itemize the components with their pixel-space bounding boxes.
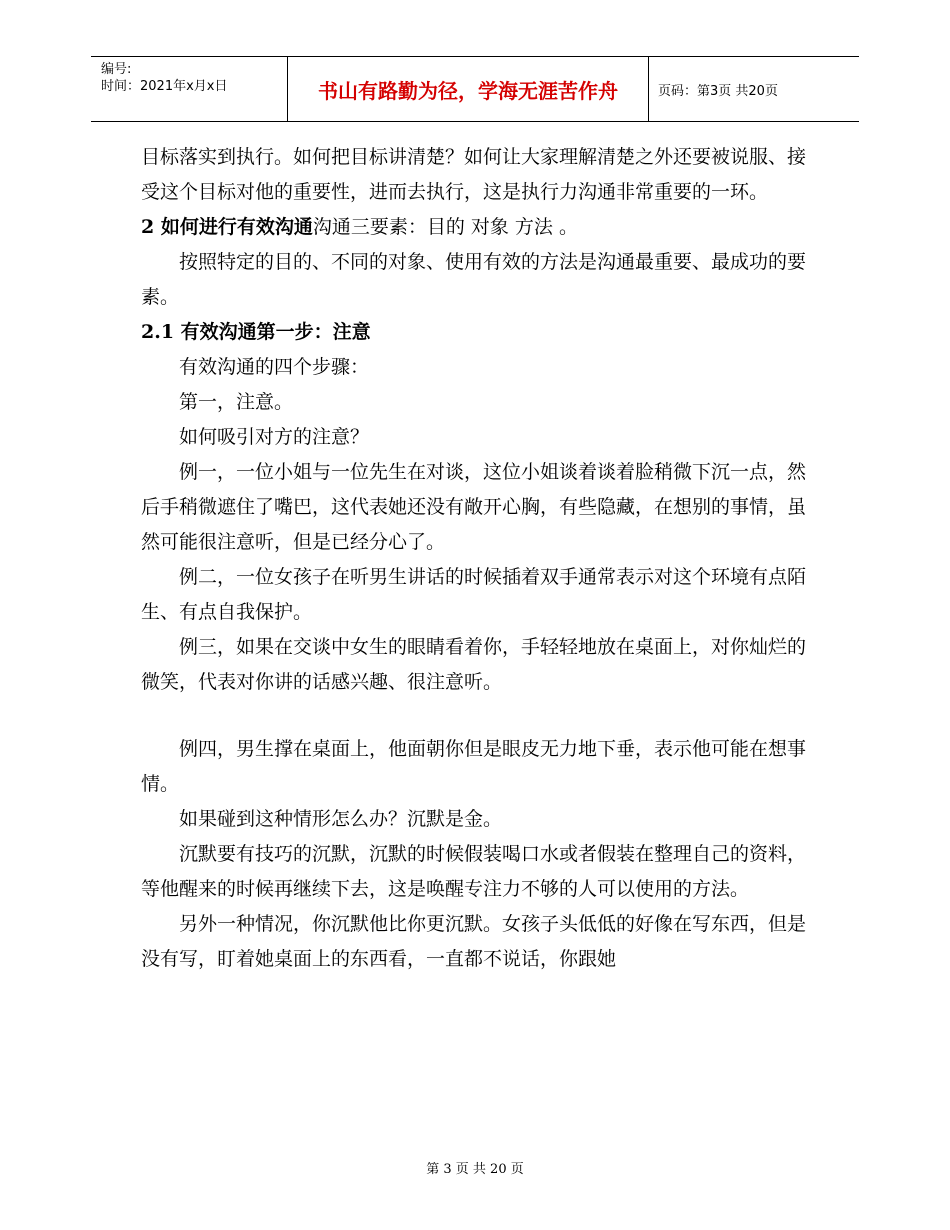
section-line	[141, 210, 806, 245]
paragraph: 例三，如果在交谈中女生的眼睛看着你，手轻轻地放在桌面上，对你灿烂的微笑，代表对你讲的话感兴趣、很注意听。	[141, 636, 807, 693]
section-heading: 2 如何进行有效沟通	[141, 216, 313, 238]
paragraph: 例二，一位女孩子在听男生讲话的时候插着双手通常表示对这个环境有点陌生、有点自我保护。	[141, 566, 807, 623]
paragraph: 另外一种情况，你沉默他比你更沉默。女孩子头低低的好像在写东西，但是没有写，盯着她桌面上的东西看，一直都不说话，你跟她	[141, 913, 807, 970]
paragraph: 有效沟通的四个步骤：	[179, 356, 370, 378]
header-page-cell	[649, 57, 859, 121]
paragraph: 如果碰到这种情形怎么办？沉默是金。	[179, 808, 503, 830]
paragraph: 如何吸引对方的注意？	[179, 426, 370, 448]
section-heading: 2.1 有效沟通第一步：注意	[141, 321, 371, 343]
page-footer	[0, 1158, 950, 1177]
section-inline-text: 沟通三要素：目的 对象 方法 。	[312, 216, 578, 238]
header-motto: 书山有路勤为径，学海无涯苦作舟	[318, 78, 618, 103]
document-number-label: 编号:	[101, 62, 132, 77]
paragraph: 例一，一位小姐与一位先生在对谈，这位小姐谈着谈着脸稍微下沉一点，然后手稍微遮住了嘴巴，这代表她还没有敞开心胸，有些隐藏，在想别的事情，虽然可能很注意听，但是已经分心了。	[141, 461, 807, 553]
header-meta-cell	[91, 57, 287, 121]
blank-line	[141, 700, 806, 732]
document-time-label: 时间：2021年x月x日	[101, 79, 228, 94]
paragraph: 目标落实到执行。如何把目标讲清楚？如何让大家理解清楚之外还要被说服、接受这个目标对他的重要性，进而去执行，这是执行力沟通非常重要的一环。	[141, 146, 807, 203]
paragraph: 第一，注意。	[179, 391, 294, 413]
page-header	[91, 56, 859, 122]
body-content	[141, 140, 806, 977]
footer-page-number: 第 3 页 共 20 页	[426, 1162, 524, 1177]
header-page-info: 页码：第3页 共20页	[658, 83, 778, 99]
header-motto-cell	[287, 57, 649, 121]
paragraph: 例四，男生撑在桌面上，他面朝你但是眼皮无力地下垂，表示他可能在想事情。	[141, 738, 807, 795]
paragraph: 按照特定的目的、不同的对象、使用有效的方法是沟通最重要、最成功的要素。	[141, 251, 807, 308]
paragraph: 沉默要有技巧的沉默，沉默的时候假装喝口水或者假装在整理自己的资料，等他醒来的时候再继续下去，这是唤醒专注力不够的人可以使用的方法。	[141, 843, 807, 900]
